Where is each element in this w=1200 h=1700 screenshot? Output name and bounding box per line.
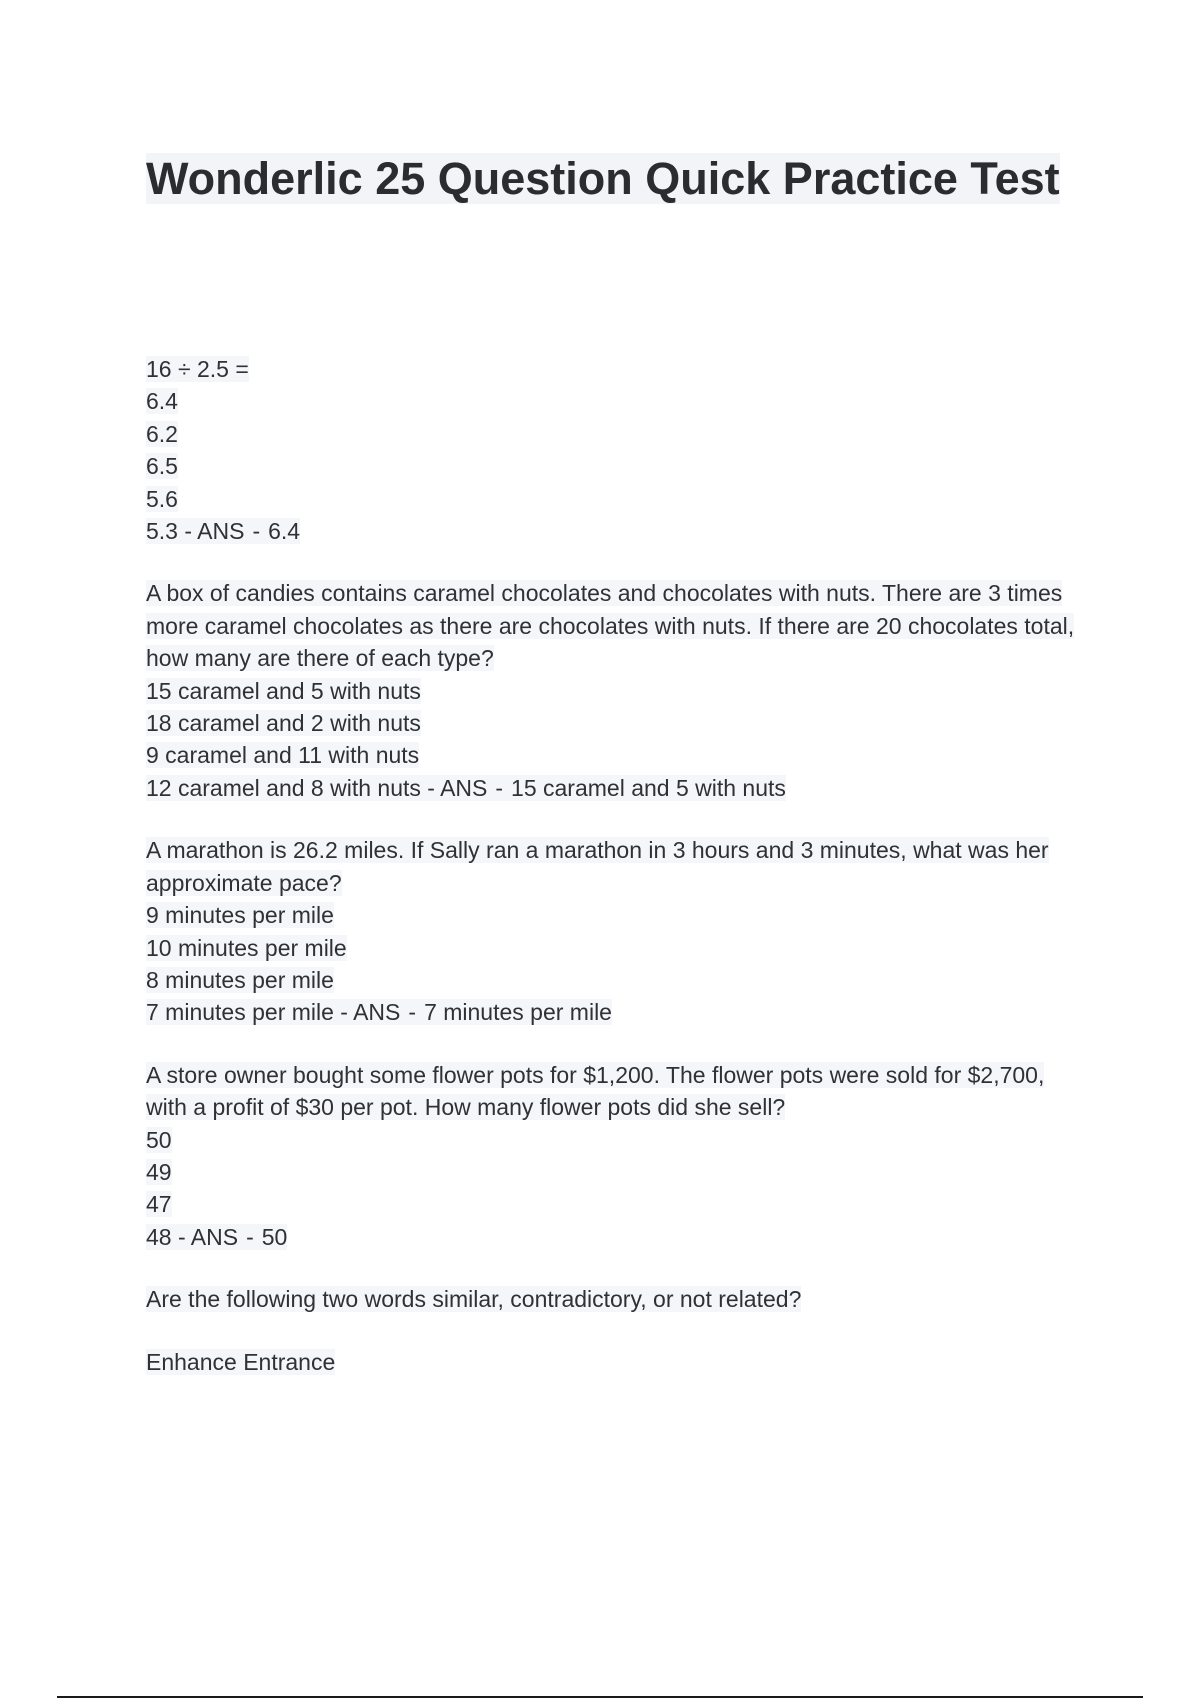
question-prompt [146, 353, 1086, 385]
answer-option-highlight [146, 967, 334, 993]
answer-option [146, 932, 1086, 964]
answer-option-text: 5.6 [146, 485, 178, 512]
question-block [146, 577, 1086, 804]
answer-key-label: ANS [440, 774, 488, 801]
question-prompt-text: A store owner bought some flower pots for $1,200. The flower pots were sold for $2,700, with a profit of $30 per pot. How many flower pots did she sell? [146, 1061, 1045, 1121]
answer-option-highlight [146, 742, 419, 768]
answer-option-text: 7 minutes per mile [146, 999, 334, 1026]
word-pair-text: Enhance Entrance [146, 1348, 336, 1375]
answer-option-highlight [146, 999, 612, 1025]
answer-option-highlight [146, 453, 178, 479]
question-prompt [146, 577, 1086, 674]
answer-option-highlight [146, 388, 178, 414]
answer-option-text: 6.2 [146, 420, 178, 447]
answer-option-text: 47 [146, 1191, 172, 1218]
answer-option [146, 899, 1086, 931]
answer-option-highlight [146, 421, 178, 447]
answer-key-label: ANS [197, 518, 245, 545]
answer-separator: - [246, 1223, 254, 1250]
question-prompt-text: Are the following two words similar, contradictory, or not related? [146, 1286, 802, 1313]
answer-option-text: 48 [146, 1223, 172, 1250]
answer-option-highlight [146, 518, 300, 544]
question-prompt [146, 834, 1086, 899]
correct-answer-text: 7 minutes per mile [424, 999, 612, 1026]
answer-separator: - [333, 999, 354, 1026]
answer-option-text: 9 minutes per mile [146, 902, 334, 929]
answer-separator: - [252, 518, 261, 545]
answer-option-text: 5.3 [146, 518, 178, 545]
answer-option [146, 483, 1086, 515]
question-block [146, 353, 1086, 547]
answer-option-highlight [146, 1127, 172, 1153]
answer-option-highlight [146, 678, 421, 704]
word-pair-block [146, 1346, 1086, 1378]
answer-option-highlight [146, 1159, 172, 1185]
answer-option-text: 18 caramel and 2 with nuts [146, 710, 421, 737]
answer-separator: - [420, 774, 441, 801]
page-bottom-rule [57, 1696, 1143, 1698]
answer-option-highlight [146, 1224, 287, 1250]
question-prompt [146, 1059, 1086, 1124]
answer-option [146, 1124, 1086, 1156]
answer-option [146, 385, 1086, 417]
correct-answer-text: 50 [261, 1223, 288, 1250]
answer-option-highlight [146, 1191, 172, 1217]
question-block [146, 1283, 1086, 1315]
answer-option-text: 50 [146, 1126, 172, 1153]
answer-option [146, 418, 1086, 450]
answer-option [146, 515, 1086, 547]
answer-separator: - [171, 1223, 191, 1250]
question-block [146, 1059, 1086, 1253]
answer-option-highlight [146, 486, 178, 512]
answer-option-text: 10 minutes per mile [146, 934, 347, 961]
correct-answer-text: 15 caramel and 5 with nuts [511, 774, 786, 801]
answer-option-highlight [146, 902, 334, 928]
word-pair [146, 1346, 1086, 1378]
question-prompt-text: A marathon is 26.2 miles. If Sally ran a marathon in 3 hours and 3 minutes, what was her approximate pace? [146, 837, 1049, 896]
answer-separator: - [408, 999, 417, 1026]
answer-option-text: 8 minutes per mile [146, 966, 334, 993]
question-list [146, 353, 1086, 1378]
answer-option-text: 49 [146, 1158, 172, 1185]
answer-option-highlight [146, 775, 786, 801]
answer-separator: - [177, 518, 198, 545]
document-title [146, 145, 1086, 213]
correct-answer-text: 6.4 [268, 518, 301, 545]
answer-option [146, 964, 1086, 996]
answer-option-text: 12 caramel and 8 with nuts [146, 774, 421, 801]
answer-separator: - [495, 774, 504, 801]
question-prompt [146, 1283, 1086, 1315]
answer-option-highlight [146, 935, 347, 961]
answer-option [146, 450, 1086, 482]
answer-key-label: ANS [353, 999, 401, 1026]
answer-option-text: 15 caramel and 5 with nuts [146, 677, 421, 704]
answer-option-highlight [146, 710, 421, 736]
answer-option [146, 1156, 1086, 1188]
question-block [146, 834, 1086, 1028]
document-page [146, 145, 1086, 1408]
answer-option [146, 675, 1086, 707]
answer-option [146, 1188, 1086, 1220]
answer-option-text: 9 caramel and 11 with nuts [146, 742, 420, 769]
answer-option [146, 772, 1086, 804]
answer-option [146, 707, 1086, 739]
question-prompt-text: 16 ÷ 2.5 = [146, 356, 249, 382]
answer-key-label: ANS [190, 1223, 239, 1250]
answer-option [146, 1221, 1086, 1253]
document-title-text: Wonderlic 25 Question Quick Practice Test [146, 153, 1060, 204]
question-prompt-text: A box of candies contains caramel chocolates and chocolates with nuts. There are 3 times more caramel chocolates as there are chocolates with nuts. If there are 20 chocolates total, how many are there of each type? [146, 580, 1075, 672]
answer-option-text: 6.4 [146, 388, 178, 415]
answer-option-text: 6.5 [146, 453, 178, 480]
answer-option [146, 996, 1086, 1028]
answer-option [146, 739, 1086, 771]
